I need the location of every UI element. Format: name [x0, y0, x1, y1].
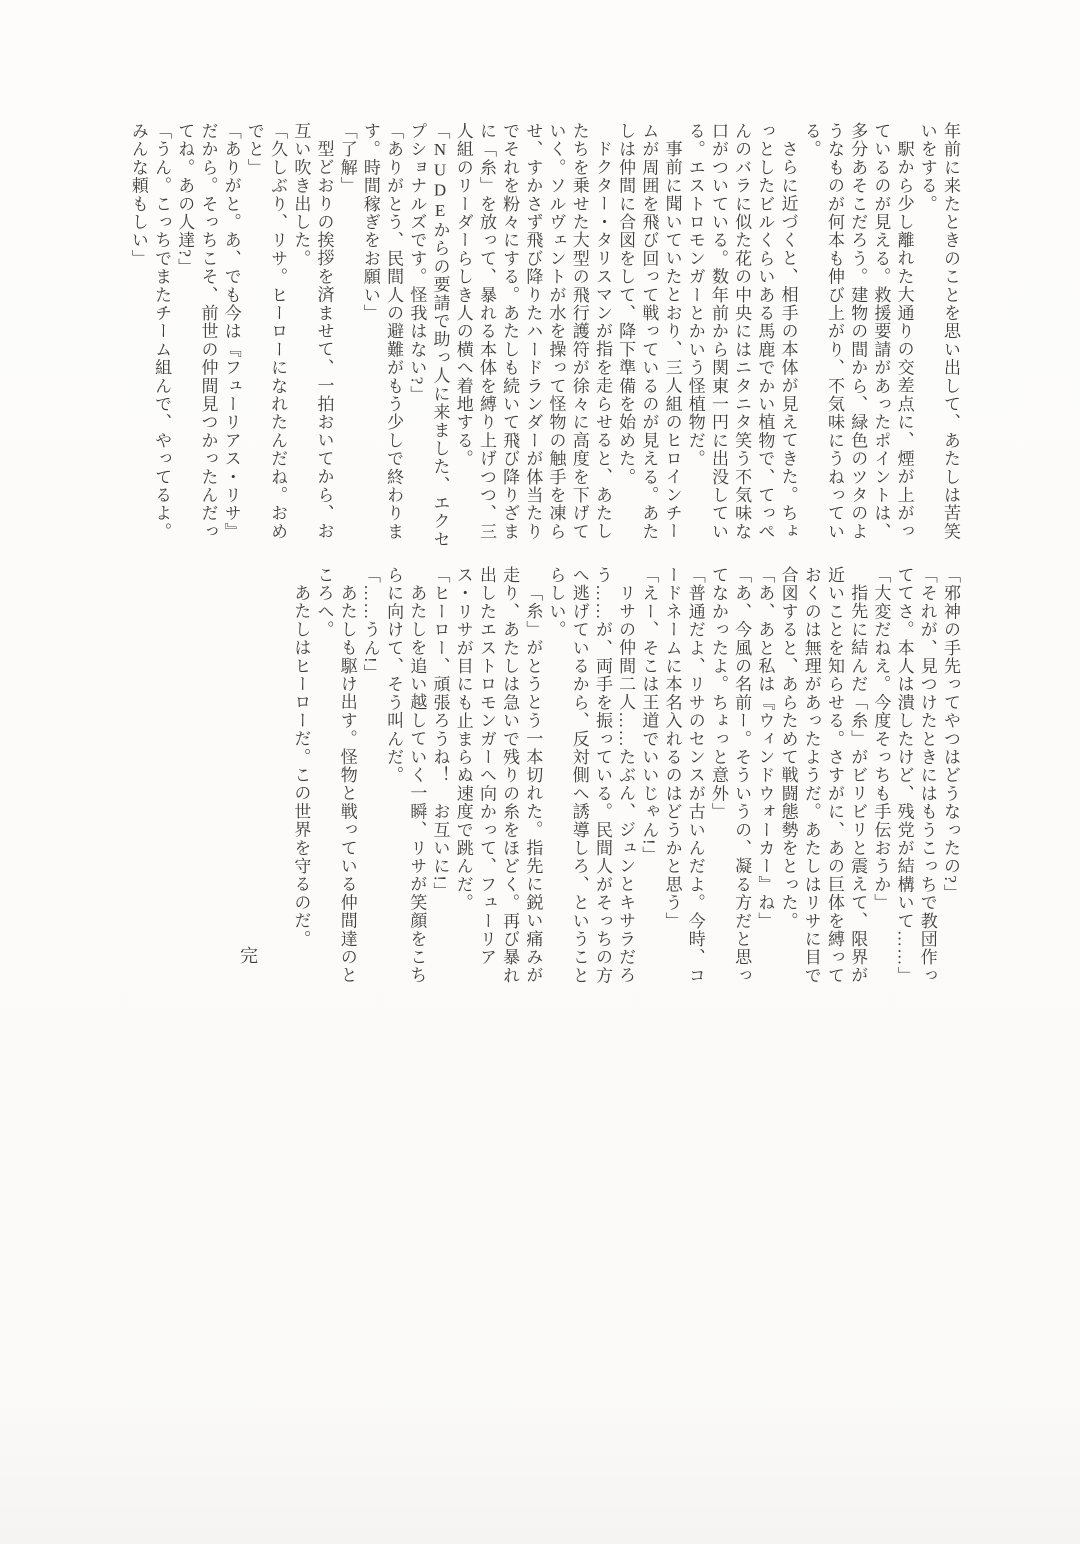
text-column: 合図すると、あらためて戦闘態勢をとった。: [778, 566, 798, 930]
text-column: 「邪神の手先ってやつはどうなったの?」: [941, 566, 960, 903]
text-column: る。: [801, 122, 821, 159]
text-column: せ、すかさず飛び降りたハードランダーが体当たり: [523, 122, 543, 541]
text-column: リサの仲間二人……たぶん、ジュンとキサラだろ: [616, 584, 636, 985]
text-column: ドクター・タリスマンが指を走らせると、あたし: [592, 140, 612, 541]
text-column: あたしを追い越していく一瞬、リサが笑顔をこち: [407, 584, 427, 985]
text-column: 「大変だねえ。今度そっちも手伝おうか」: [871, 566, 891, 912]
text-column: す。時間稼ぎをお願い」: [360, 122, 380, 323]
text-column: んのバラに似た花の中央にはニタニタ笑う不気味な: [732, 122, 752, 541]
story-text-block-upper: [127, 122, 962, 552]
text-column: に「糸」を放って、暴れる本体を縛り上げつつ、三: [476, 122, 496, 541]
text-column: 「それが、見つけたときにはもうこっちで教団作っ: [917, 566, 937, 985]
text-column: らしい。: [546, 566, 566, 639]
text-column: いく。ソルヴェントが水を操って怪物の触手を凍ら: [546, 122, 566, 541]
text-column: 口がついている。数年前から関東一円に出没してい: [708, 122, 728, 541]
text-column: ててさ。本人は潰したけど、残党が結構いて……」: [894, 566, 914, 985]
text-column: 型どおりの挨拶を済ませて、一拍おいてから、お: [314, 140, 334, 541]
text-column: 「ヒーロー、頑張ろうね！ お互いに!」: [430, 566, 450, 901]
text-column: 互い吹き出した。: [291, 122, 311, 268]
text-column: だから。そっちこそ、前世の仲間見つかったんだっ: [198, 122, 218, 541]
text-column: 「了解」: [337, 122, 357, 195]
text-column: 駅から少し離れた大通りの交差点に、煙が上がっ: [894, 140, 914, 541]
text-column: 「うん。こっちでまたチーム組んで、やってるよ。: [152, 122, 172, 541]
text-column: ス・リサが目にも止まらぬ速度で跳んだ。: [453, 566, 473, 912]
end-mark: 完: [240, 946, 258, 966]
text-column: さらに近づくと、相手の本体が見えてきた。ちょ: [778, 140, 798, 541]
text-column: っとしたビルくらいある馬鹿でかい植物で、てっぺ: [755, 122, 775, 541]
text-column: 「普通だよ、リサのセンスが古いんだよ。今時、コ: [685, 566, 705, 985]
text-column: 年前に来たときのことを思い出して、あたしは苦笑: [941, 122, 960, 541]
text-column: 「あ、今風の名前ー。そういうの、凝る方だと思っ: [732, 566, 752, 985]
text-column: あたしも駆け出す。怪物と戦っている仲間達のと: [337, 584, 357, 985]
text-column: でそれを粉々にする。あたしも続いて飛び降りざま: [500, 122, 520, 541]
text-column: でと」: [244, 122, 264, 177]
text-column: ムが周囲を飛び回って戦っているのが見える。あた: [639, 122, 659, 541]
text-column: たちを乗せた大型の飛行護符が徐々に高度を下げて: [569, 122, 589, 541]
text-column: 「あ、あと私は『ウィンドウォーカー』ね」: [755, 566, 775, 930]
text-column: てね。あの人達?」: [175, 122, 195, 277]
text-column: る。エストロモンガーとかいう怪植物だ。: [685, 122, 705, 468]
text-column: 走り、あたしは急いで残りの糸をほどく。再び暴れ: [500, 566, 520, 985]
text-column: しは仲間に合図をして、降下準備を始めた。: [616, 122, 636, 486]
text-column: 「ありがとう、民間人の避難がもう少しで終わりま: [384, 122, 404, 541]
text-column: う……が、両手を振っている。民間人がそっちの方: [592, 566, 612, 985]
text-column: ードネームに本名入れるのはどうかと思う」: [662, 566, 682, 930]
story-text-block-lower: [289, 566, 962, 996]
text-column: うなものが何本も伸び上がり、不気味にうねってい: [824, 122, 844, 541]
text-column: 近いことを知らせる。さすがに、あの巨体を縛って: [824, 566, 844, 985]
text-column: てなかったよ。ちょっと意外」: [708, 566, 728, 821]
text-column: ているのが見える。救援要請があったポイントは、: [871, 122, 891, 541]
text-column: 事前に聞いていたとおり、三人組のヒロインチー: [662, 140, 682, 541]
text-column: みんな頼もしい」: [128, 122, 148, 268]
text-column: 「NUDEからの要請で助っ人に来ました、エクセ: [430, 122, 450, 549]
text-column: 出したエストロモンガーへ向かって、フューリア: [476, 566, 496, 967]
text-column: いをする。: [917, 122, 937, 213]
text-column: 「……うん!」: [360, 566, 380, 683]
text-column: おくのは無理があったようだ。あたしはリサに目で: [801, 566, 821, 985]
text-column: へ逃げているから、反対側へ誘導しろ、ということ: [569, 566, 589, 985]
text-column: 「久しぶり、リサ。ヒーローになれたんだね。おめ: [268, 122, 288, 541]
text-column: 「ありがと。あ、でも今は『フューリアス・リサ』: [221, 122, 241, 541]
text-column: 人組のリーダーらしき人の横へ着地する。: [453, 122, 473, 468]
text-column: 多分あそこだろう。建物の間から、緑色のツタのよ: [848, 122, 868, 541]
text-column: ころへ。: [314, 566, 334, 639]
text-column: プショナルズです。怪我はない?」: [407, 122, 427, 404]
text-column: 指先に結んだ「糸」がビリビリと震えて、限界が: [848, 584, 868, 985]
text-column: 「糸」がとうとう一本切れた。指先に鋭い痛みが: [523, 584, 543, 985]
text-column: あたしはヒーローだ。この世界を守るのだ。: [291, 584, 311, 949]
text-column: らに向けて、そう叫んだ。: [384, 566, 404, 785]
text-column: 「えー、そこは王道でいいじゃん!」: [639, 566, 659, 865]
